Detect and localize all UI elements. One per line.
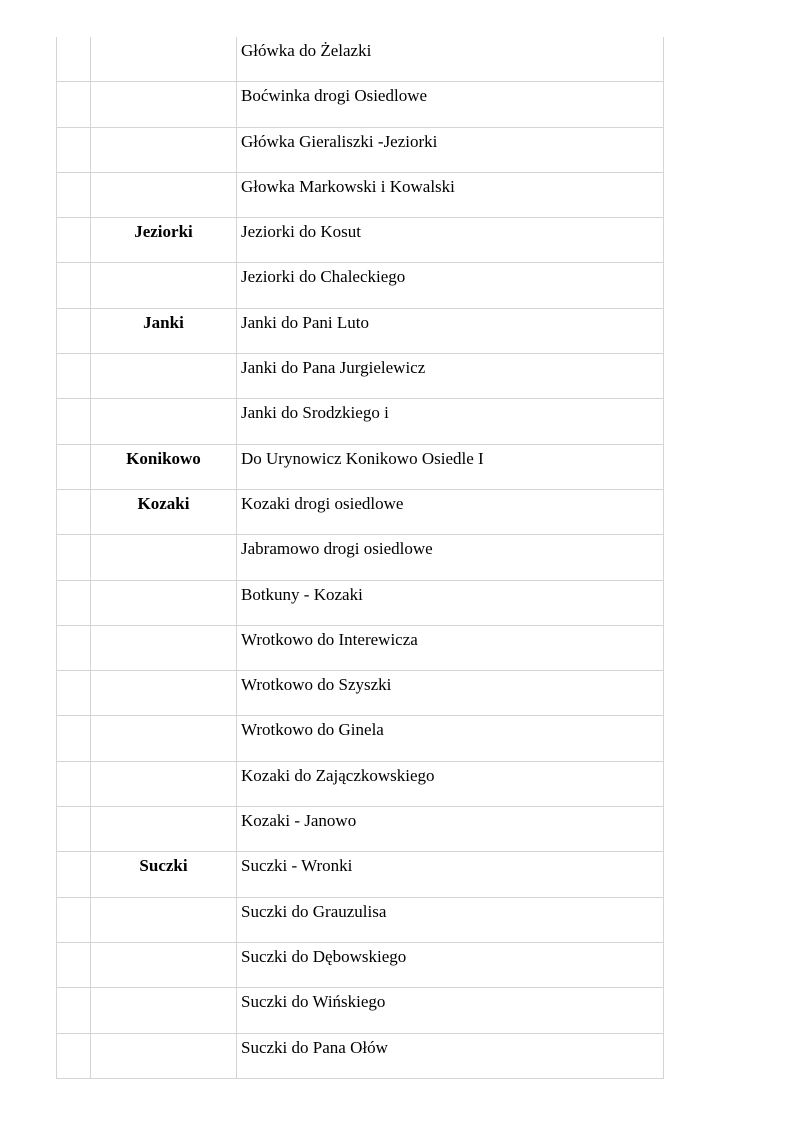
table-row (57, 218, 664, 263)
roads-table-body (57, 37, 664, 1078)
locality-name (91, 399, 236, 403)
locality-name: Konikowo (126, 448, 201, 468)
locality-name (91, 173, 236, 177)
road-name: Główka Gieraliszki -Jeziorki (241, 131, 438, 151)
road-name: Boćwinka drogi Osiedlowe (241, 86, 428, 106)
locality-cell (91, 535, 237, 580)
table-row (57, 489, 664, 534)
locality-cell (91, 308, 237, 353)
number-cell (57, 489, 91, 534)
locality-name: Kozaki (137, 493, 190, 513)
road-name: Janki do Pana Jurgielewicz (241, 358, 426, 378)
road-name: Główka do Żelazki (241, 41, 372, 60)
roads-table (56, 37, 664, 1079)
road-name: Janki do Pani Luto (241, 312, 369, 332)
number-cell (57, 308, 91, 353)
locality-name (91, 263, 236, 267)
road-cell (237, 82, 664, 127)
road-cell (237, 761, 664, 806)
locality-cell (91, 127, 237, 172)
locality-cell (91, 852, 237, 897)
number-cell (57, 942, 91, 987)
number-cell (57, 37, 91, 82)
number-cell (57, 535, 91, 580)
road-name: Kozaki - Janowo (241, 811, 357, 831)
locality-cell (91, 716, 237, 761)
road-name: Suczki - Wronki (241, 856, 353, 876)
locality-name (91, 898, 236, 902)
locality-cell (91, 807, 237, 852)
table-row (57, 444, 664, 489)
road-name: Kozaki do Zajączkowskiego (241, 765, 435, 785)
number-cell (57, 580, 91, 625)
table-row (57, 625, 664, 670)
number-cell (57, 263, 91, 308)
table-row (57, 807, 664, 852)
number-cell (57, 625, 91, 670)
number-cell (57, 852, 91, 897)
road-cell (237, 625, 664, 670)
locality-cell (91, 444, 237, 489)
table-row (57, 172, 664, 217)
road-cell (237, 354, 664, 399)
locality-name: Suczki (139, 856, 188, 876)
road-cell (237, 716, 664, 761)
road-cell (237, 308, 664, 353)
locality-cell (91, 489, 237, 534)
locality-name: Janki (143, 312, 184, 332)
road-name: Wrotkowo do Szyszki (241, 675, 392, 695)
locality-cell (91, 37, 237, 82)
table-row (57, 37, 664, 82)
locality-name (91, 807, 236, 811)
number-cell (57, 399, 91, 444)
road-cell (237, 172, 664, 217)
locality-cell (91, 897, 237, 942)
locality-name (91, 128, 236, 132)
locality-name (91, 671, 236, 675)
locality-cell (91, 82, 237, 127)
number-cell (57, 172, 91, 217)
road-cell (237, 852, 664, 897)
locality-name (91, 581, 236, 585)
table-row (57, 671, 664, 716)
locality-name: Jeziorki (134, 222, 193, 242)
locality-name (91, 762, 236, 766)
locality-cell (91, 761, 237, 806)
table-row (57, 942, 664, 987)
locality-cell (91, 942, 237, 987)
locality-name (91, 1034, 236, 1038)
number-cell (57, 807, 91, 852)
road-cell (237, 897, 664, 942)
locality-cell (91, 172, 237, 217)
road-name: Suczki do Dębowskiego (241, 946, 407, 966)
table-row (57, 127, 664, 172)
road-name: Suczki do Grauzulisa (241, 901, 387, 921)
number-cell (57, 761, 91, 806)
road-name: Do Urynowicz Konikowo Osiedle I (241, 448, 484, 468)
table-row (57, 580, 664, 625)
locality-name (91, 535, 236, 539)
table-row (57, 761, 664, 806)
road-name: Suczki do Pana Ołów (241, 1037, 388, 1057)
locality-cell (91, 399, 237, 444)
number-cell (57, 354, 91, 399)
locality-name (91, 354, 236, 358)
road-name: Wrotkowo do Ginela (241, 720, 384, 740)
table-row (57, 263, 664, 308)
road-cell (237, 37, 664, 82)
locality-cell (91, 263, 237, 308)
road-name: Janki do Srodzkiego i (241, 403, 389, 423)
locality-cell (91, 354, 237, 399)
road-cell (237, 444, 664, 489)
locality-cell (91, 1033, 237, 1078)
locality-name (91, 626, 236, 630)
road-name: Botkuny - Kozaki (241, 584, 363, 604)
road-cell (237, 399, 664, 444)
number-cell (57, 444, 91, 489)
locality-cell (91, 988, 237, 1033)
road-name: Suczki do Wińskiego (241, 992, 386, 1012)
locality-cell (91, 218, 237, 263)
table-row (57, 716, 664, 761)
road-cell (237, 807, 664, 852)
table-row (57, 354, 664, 399)
table-row (57, 82, 664, 127)
road-name: Jeziorki do Chaleckiego (241, 267, 406, 287)
table-row (57, 308, 664, 353)
locality-name (91, 37, 236, 41)
locality-cell (91, 580, 237, 625)
locality-name (91, 716, 236, 720)
road-cell (237, 489, 664, 534)
locality-name (91, 82, 236, 86)
road-cell (237, 942, 664, 987)
table-row (57, 1033, 664, 1078)
number-cell (57, 671, 91, 716)
table-row (57, 399, 664, 444)
road-name: Kozaki drogi osiedlowe (241, 493, 404, 513)
road-cell (237, 218, 664, 263)
road-name: Wrotkowo do Interewicza (241, 629, 418, 649)
road-cell (237, 535, 664, 580)
number-cell (57, 1033, 91, 1078)
locality-cell (91, 671, 237, 716)
table-row (57, 897, 664, 942)
road-cell (237, 671, 664, 716)
locality-name (91, 988, 236, 992)
road-cell (237, 988, 664, 1033)
number-cell (57, 127, 91, 172)
road-cell (237, 580, 664, 625)
road-name: Jeziorki do Kosut (241, 222, 361, 242)
table-row (57, 852, 664, 897)
table-row (57, 535, 664, 580)
number-cell (57, 716, 91, 761)
locality-name (91, 943, 236, 947)
road-cell (237, 1033, 664, 1078)
road-cell (237, 127, 664, 172)
road-name: Głowka Markowski i Kowalski (241, 176, 455, 196)
road-cell (237, 263, 664, 308)
road-name: Jabramowo drogi osiedlowe (241, 539, 433, 559)
number-cell (57, 218, 91, 263)
number-cell (57, 82, 91, 127)
number-cell (57, 897, 91, 942)
table-row (57, 988, 664, 1033)
locality-cell (91, 625, 237, 670)
number-cell (57, 988, 91, 1033)
